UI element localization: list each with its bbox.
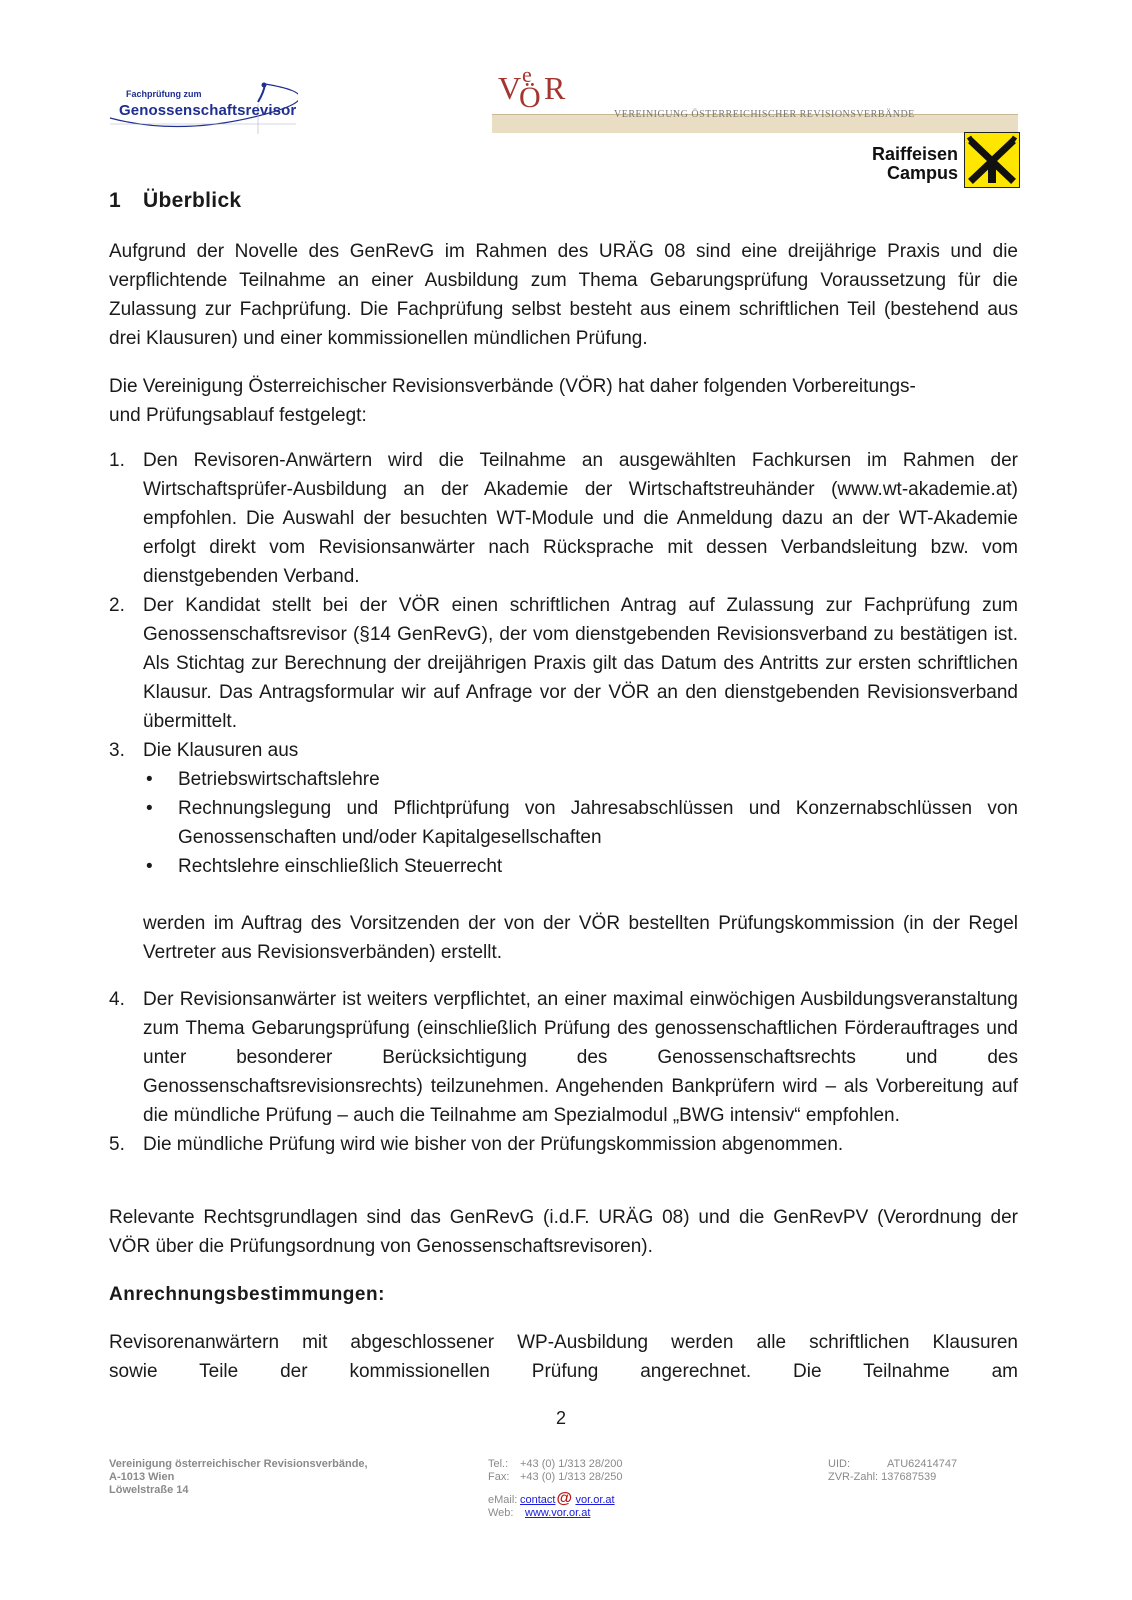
footer-tel-value: +43 (0) 1/313 28/200 xyxy=(520,1458,623,1470)
footer-email-link[interactable]: contact @ vor.or.at xyxy=(520,1490,615,1507)
list-item-text: Den Revisoren-Anwärtern wird die Teilnahme an ausgewählten Fachkursen im Rahmen der Wirtschaftsprüfer-Ausbildung an der Akademie der Wirtschaftstreuhänder (www.wt-akademie.at) empfohlen. Die Auswahl der besuchten WT-Module und die Anmeldung dazu an der WT-Akademie erfolgt direkt vom Revisionsanwärter nach Rücksprache mit dessen Verbandsleitung bzw. vom dienstgebenden Verband. xyxy=(143,450,1018,587)
bullet-icon: • xyxy=(146,769,153,790)
raiffeisen-giebelkreuz-icon xyxy=(964,132,1020,188)
raiffeisen-logo-text xyxy=(872,145,958,183)
list-item xyxy=(109,736,1018,765)
list-marker: 4. xyxy=(109,989,125,1010)
list-marker: 1. xyxy=(109,450,125,471)
footer-web-label: Web: xyxy=(488,1507,514,1519)
list-marker: 2. xyxy=(109,595,125,616)
vor-logo-e: e xyxy=(522,62,532,87)
list-marker: 3. xyxy=(109,740,125,761)
vor-tagline: VEREINIGUNG ÖSTERREICHISCHER REVISIONSVERBÄNDE xyxy=(614,109,915,120)
section-number: 1 xyxy=(109,189,121,212)
paragraph-legal: Relevante Rechtsgrundlagen sind das GenRevG (i.d.F. URÄG 08) und die GenRevPV (Verordnung der VÖR über die Prüfungsordnung von Genossenschaftsrevisoren). xyxy=(109,1207,1018,1257)
footer-fax-value: +43 (0) 1/313 28/250 xyxy=(520,1471,623,1483)
list-item-text: Der Kandidat stellt bei der VÖR einen schriftlichen Antrag auf Zulassung zur Fachprüfung zum Genossenschaftsrevisor (§14 GenRevG), der vom dienstgebenden Revisionsverband zu bestätigen ist. Als Stichtag zur Berechnung der dreijährigen Praxis gilt das Datum des Antritts zur ersten schriftlichen Klausur. Das Antragsformular wir auf Anfrage vor der VÖR an den dienstgebenden Revisionsverband übermittelt. xyxy=(143,595,1018,732)
vor-logo-v: V xyxy=(498,70,522,106)
procedure-list-continued xyxy=(109,985,1018,1159)
page-number: 2 xyxy=(556,1408,567,1428)
footer-org-street: Löwelstraße 14 xyxy=(109,1484,189,1496)
footer-email-label: eMail: xyxy=(488,1494,518,1506)
list-item xyxy=(109,446,1018,591)
footer-org-name: Vereinigung österreichischer Revisionsverbände, xyxy=(109,1458,368,1470)
item3-continuation: werden im Auftrag des Vorsitzenden der von der VÖR bestellten Prüfungskommission (in der Regel Vertreter aus Revisionsverbänden) erstellt. xyxy=(143,913,1018,963)
section-title: Überblick xyxy=(143,189,242,212)
list-item-text: Die Klausuren aus xyxy=(143,740,299,761)
footer-zvr: ZVR-Zahl: 137687539 xyxy=(828,1471,937,1483)
footer-uid-label: UID: xyxy=(828,1458,850,1470)
paragraph-voer-line1: Die Vereinigung Österreichischer Revisionsverbände (VÖR) hat daher folgenden Vorbereitungs- xyxy=(109,376,916,397)
bullet-item xyxy=(109,852,1018,881)
footer-contact xyxy=(488,1458,622,1520)
raiffeisen-logo-line2: Campus xyxy=(886,163,958,183)
footer-fax-label: Fax: xyxy=(488,1471,510,1483)
list-item xyxy=(109,1130,1018,1159)
bullet-text: Rechnungslegung und Pflichtprüfung von Jahresabschlüssen und Konzernabschlüssen von Genossenschaften und/oder Kapitalgesellschaften xyxy=(178,798,1018,848)
bullet-text: Betriebswirtschaftslehre xyxy=(178,769,380,790)
paragraph-anrechnung xyxy=(109,1328,1018,1386)
paragraph-voer xyxy=(109,372,1018,430)
bullet-icon: • xyxy=(146,856,153,877)
vor-logo-o: Ö xyxy=(519,81,541,114)
footer-email-domain: vor.or.at xyxy=(575,1494,615,1506)
fachpruefung-logo-small-text: Fachprüfung zum xyxy=(126,89,202,99)
bullet-icon: • xyxy=(146,798,153,819)
footer-tel-label: Tel.: xyxy=(488,1458,509,1470)
procedure-list xyxy=(109,446,1018,881)
fachpruefung-logo xyxy=(108,78,298,136)
footer-uid-value: ATU62414747 xyxy=(887,1458,958,1470)
vor-logo-r: R xyxy=(544,70,566,106)
list-item xyxy=(109,985,1018,1130)
list-item xyxy=(109,591,1018,736)
footer-web-link[interactable]: www.vor.or.at xyxy=(525,1507,591,1519)
subheading-anrechnung: Anrechnungsbestimmungen: xyxy=(109,1284,385,1305)
footer-org-city: A-1013 Wien xyxy=(109,1471,175,1483)
section-heading xyxy=(109,189,241,213)
footer-address xyxy=(109,1458,368,1497)
raiffeisen-logo-line1: Raiffeisen xyxy=(871,144,958,164)
paragraph-voer-line2: und Prüfungsablauf festgelegt: xyxy=(109,405,367,426)
list-marker: 5. xyxy=(109,1134,125,1155)
bullet-text: Rechtslehre einschließlich Steuerrecht xyxy=(178,856,503,877)
fachpruefung-logo-title: Genossenschaftsrevisor xyxy=(119,102,297,119)
bullet-item xyxy=(109,765,1018,794)
paragraph-anrechnung-line2: sowie Teile der kommissionellen Prüfung angerechnet. Die Teilnahme am xyxy=(109,1361,1018,1382)
vor-logo xyxy=(496,62,626,130)
bullet-item xyxy=(109,794,1018,852)
list-item-text: Die mündliche Prüfung wird wie bisher von der Prüfungskommission abgenommen. xyxy=(143,1134,844,1155)
list-item-text: Der Revisionsanwärter ist weiters verpflichtet, an einer maximal einwöchigen Ausbildungsveranstaltung zum Thema Gebarungsprüfung (einschließlich Prüfung des genossenschaftlichen Förderauftrages und unter besonderer Berücksichtigung des Genossenschaftsrechts und des Genossenschaftsrevisionsrechts) teilzunehmen. Angehenden Bankprüfern wird – als Vorbereitung auf die mündliche Prüfung – auch die Teilnahme am Spezialmodul „BWG intensiv“ empfohlen. xyxy=(143,989,1018,1126)
paragraph-intro: Aufgrund der Novelle des GenRevG im Rahmen des URÄG 08 sind eine dreijährige Praxis und die verpflichtende Teilnahme an einer Ausbildung zum Thema Gebarungsprüfung Voraussetzung für die Zulassung zur Fachprüfung. Die Fachprüfung selbst besteht aus einem schriftlichen Teil (bestehend aus drei Klausuren) und einer kommissionellen mündlichen Prüfung. xyxy=(109,241,1018,349)
footer-ids xyxy=(828,1458,957,1484)
paragraph-anrechnung-line1: Revisorenanwärtern mit abgeschlossener WP-Ausbildung werden alle schriftlichen Klausuren xyxy=(109,1332,1018,1353)
raiffeisen-campus-logo xyxy=(860,132,1020,190)
footer-email-user: contact xyxy=(520,1494,556,1506)
